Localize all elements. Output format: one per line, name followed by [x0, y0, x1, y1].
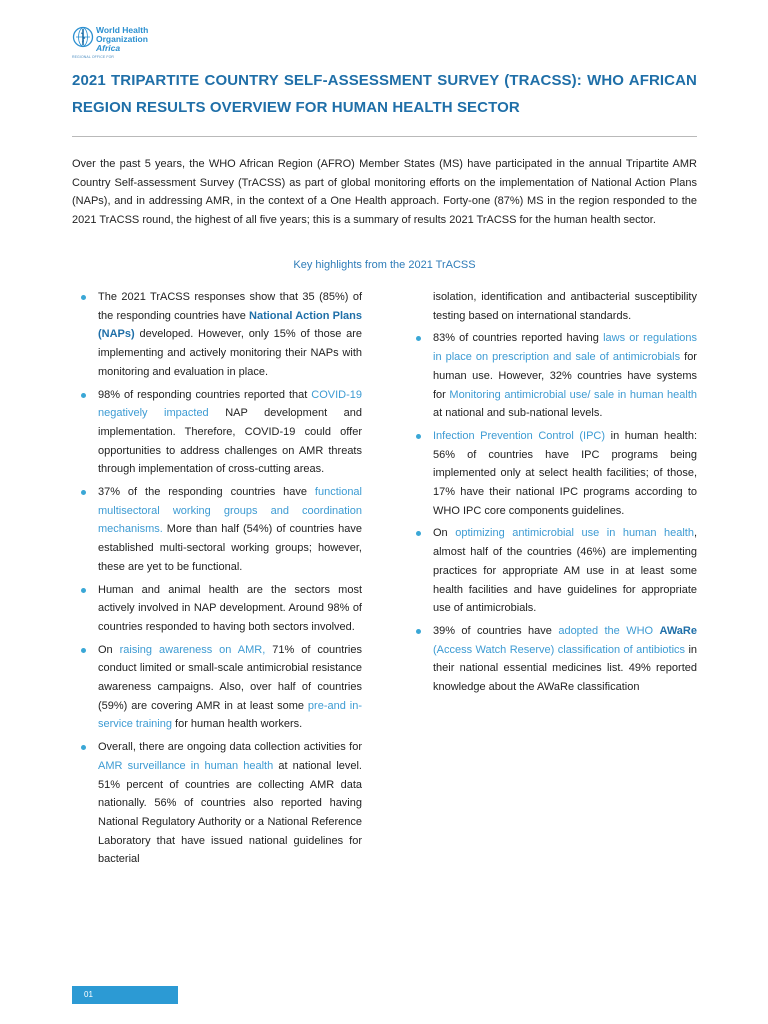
title-line1: 2021 TRIPARTITE COUNTRY SELF-ASSESSMENT SURVEY (TRACSS): WHO AFRICAN [72, 72, 697, 89]
highlight-laws: 83% of countries reported having laws or regulations in place on prescription and sale of antimicrobials for human use. However, 32% countries have systems for Monitoring antimicrobial use/ sale in human health at national and sub-national levels. [433, 329, 697, 423]
who-afro-logo [72, 24, 162, 66]
highlights-left-column [98, 288, 362, 873]
highlight-surveillance: Overall, there are ongoing data collection activities for AMR surveillance in human health at national level. 51% percent of countries are collecting AMR data nationally. 56% of countries also reported having National Regulatory Authority or a National Reference Laboratory that have issued national guidelines for bacterial [98, 738, 362, 869]
link-ipc[interactable]: Infection Prevention Control (IPC) [433, 429, 606, 442]
highlights-right-column [433, 288, 697, 701]
highlight-optimizing: On optimizing antimicrobial use in human health, almost half of the countries (46%) are implementing practices for appropriate AM use in at least some health facilities and have guidelines for appropriate use of antimicrobials. [433, 524, 697, 618]
logo-wordmark [96, 26, 148, 53]
link-surveillance[interactable]: AMR surveillance in human health [98, 759, 274, 772]
link-naps[interactable]: National Action Plans (NAPs) [98, 309, 362, 341]
link-optimizing[interactable]: optimizing antimicrobial use in human health [455, 527, 694, 540]
bullet-icon [416, 629, 421, 634]
link-multisectoral[interactable]: functional multisectoral working groups and coordination mechanisms. [98, 486, 362, 536]
logo-line3: Africa [96, 43, 121, 53]
bullet-icon [81, 648, 86, 653]
highlight-awareness: On raising awareness on AMR, 71% of countries conduct limited or small-scale antimicrobial resistance awareness campaigns. Also, over half of countries (59%) are covering AMR in at least some pre-and in-service training for human health workers. [98, 641, 362, 735]
link-training[interactable]: pre-and in-service training [98, 699, 362, 731]
link-awareness[interactable]: raising awareness on AMR, [119, 643, 266, 656]
logo-line1: World Health [96, 25, 149, 35]
intro-paragraph: Over the past 5 years, the WHO African Region (AFRO) Member States (MS) have participated in the annual Tripartite AMR Country Self-assessment Survey (TrACSS) as part of global monitoring efforts on the implementation of National Action Plans (NAPs), and in addressing AMR, in the context of a One Health approach. Forty-one (87%) MS in the region responded to the 2021 TrACSS round, the highest of all five years; this is a summary of results 2021 TrACSS for the human health sector. [72, 158, 697, 227]
bullet-icon [81, 588, 86, 593]
highlight-multisectoral: 37% of the responding countries have functional multisectoral working groups and coordination mechanisms. More than half (54%) of countries have established multi-sectoral working groups; however, these are yet to be functional. [98, 483, 362, 577]
highlight-covid: 98% of responding countries reported that COVID-19 negatively impacted NAP development and implementation. Therefore, COVID-19 could offer opportunities to address challenges on AMR threats through implementation of cross-cutting areas. [98, 386, 362, 480]
page-number-bar [72, 986, 178, 1004]
highlights-heading: Key highlights from the 2021 TrACSS [293, 259, 476, 271]
bullet-icon [416, 336, 421, 341]
bullet-icon [416, 531, 421, 536]
page-title [72, 67, 697, 121]
title-line2: REGION RESULTS OVERVIEW FOR HUMAN HEALTH SECTOR [72, 99, 520, 116]
title-divider [72, 136, 697, 137]
highlight-naps: The 2021 TrACSS responses show that 35 (85%) of the responding countries have National Action Plans (NAPs) developed. However, only 15% of those are implementing and actively monitoring their NAPs with monitoring and evaluation in place. [98, 288, 362, 382]
logo-tagline: REGIONAL OFFICE FOR [72, 55, 115, 59]
bullet-icon [81, 490, 86, 495]
page-number: 01 [84, 990, 93, 999]
logo-line2: Organization [96, 34, 148, 44]
link-aware[interactable]: adopted the WHO AWaRe (Access Watch Reserve) classification of antibiotics [433, 624, 697, 656]
bullet-icon [81, 295, 86, 300]
link-covid-impact[interactable]: COVID-19 negatively impacted [98, 388, 362, 420]
bullet-icon [416, 434, 421, 439]
highlight-sectors: Human and animal health are the sectors most actively involved in NAP development. Around 98% of countries responded to having both sectors involved. [98, 581, 362, 637]
highlight-ipc: Infection Prevention Control (IPC) in human health: 56% of countries have IPC programs being implemented only at select health facilities; of those, 17% have their national IPC programs according to WHO IPC core components guidelines. [433, 427, 697, 521]
link-laws[interactable]: laws or regulations in place on prescription and sale of antimicrobials [433, 332, 697, 364]
bullet-icon [81, 393, 86, 398]
link-monitoring-use[interactable]: Monitoring antimicrobial use/ sale in human health [449, 388, 697, 401]
bullet-icon [81, 745, 86, 750]
highlight-aware: 39% of countries have adopted the WHO AWaRe (Access Watch Reserve) classification of antibiotics in their national essential medicines list. 49% reported knowledge about the AWaRe classification [433, 622, 697, 697]
who-emblem-icon [72, 26, 94, 48]
surveillance-continued: isolation, identification and antibacterial susceptibility testing based on international standards. [433, 291, 697, 322]
